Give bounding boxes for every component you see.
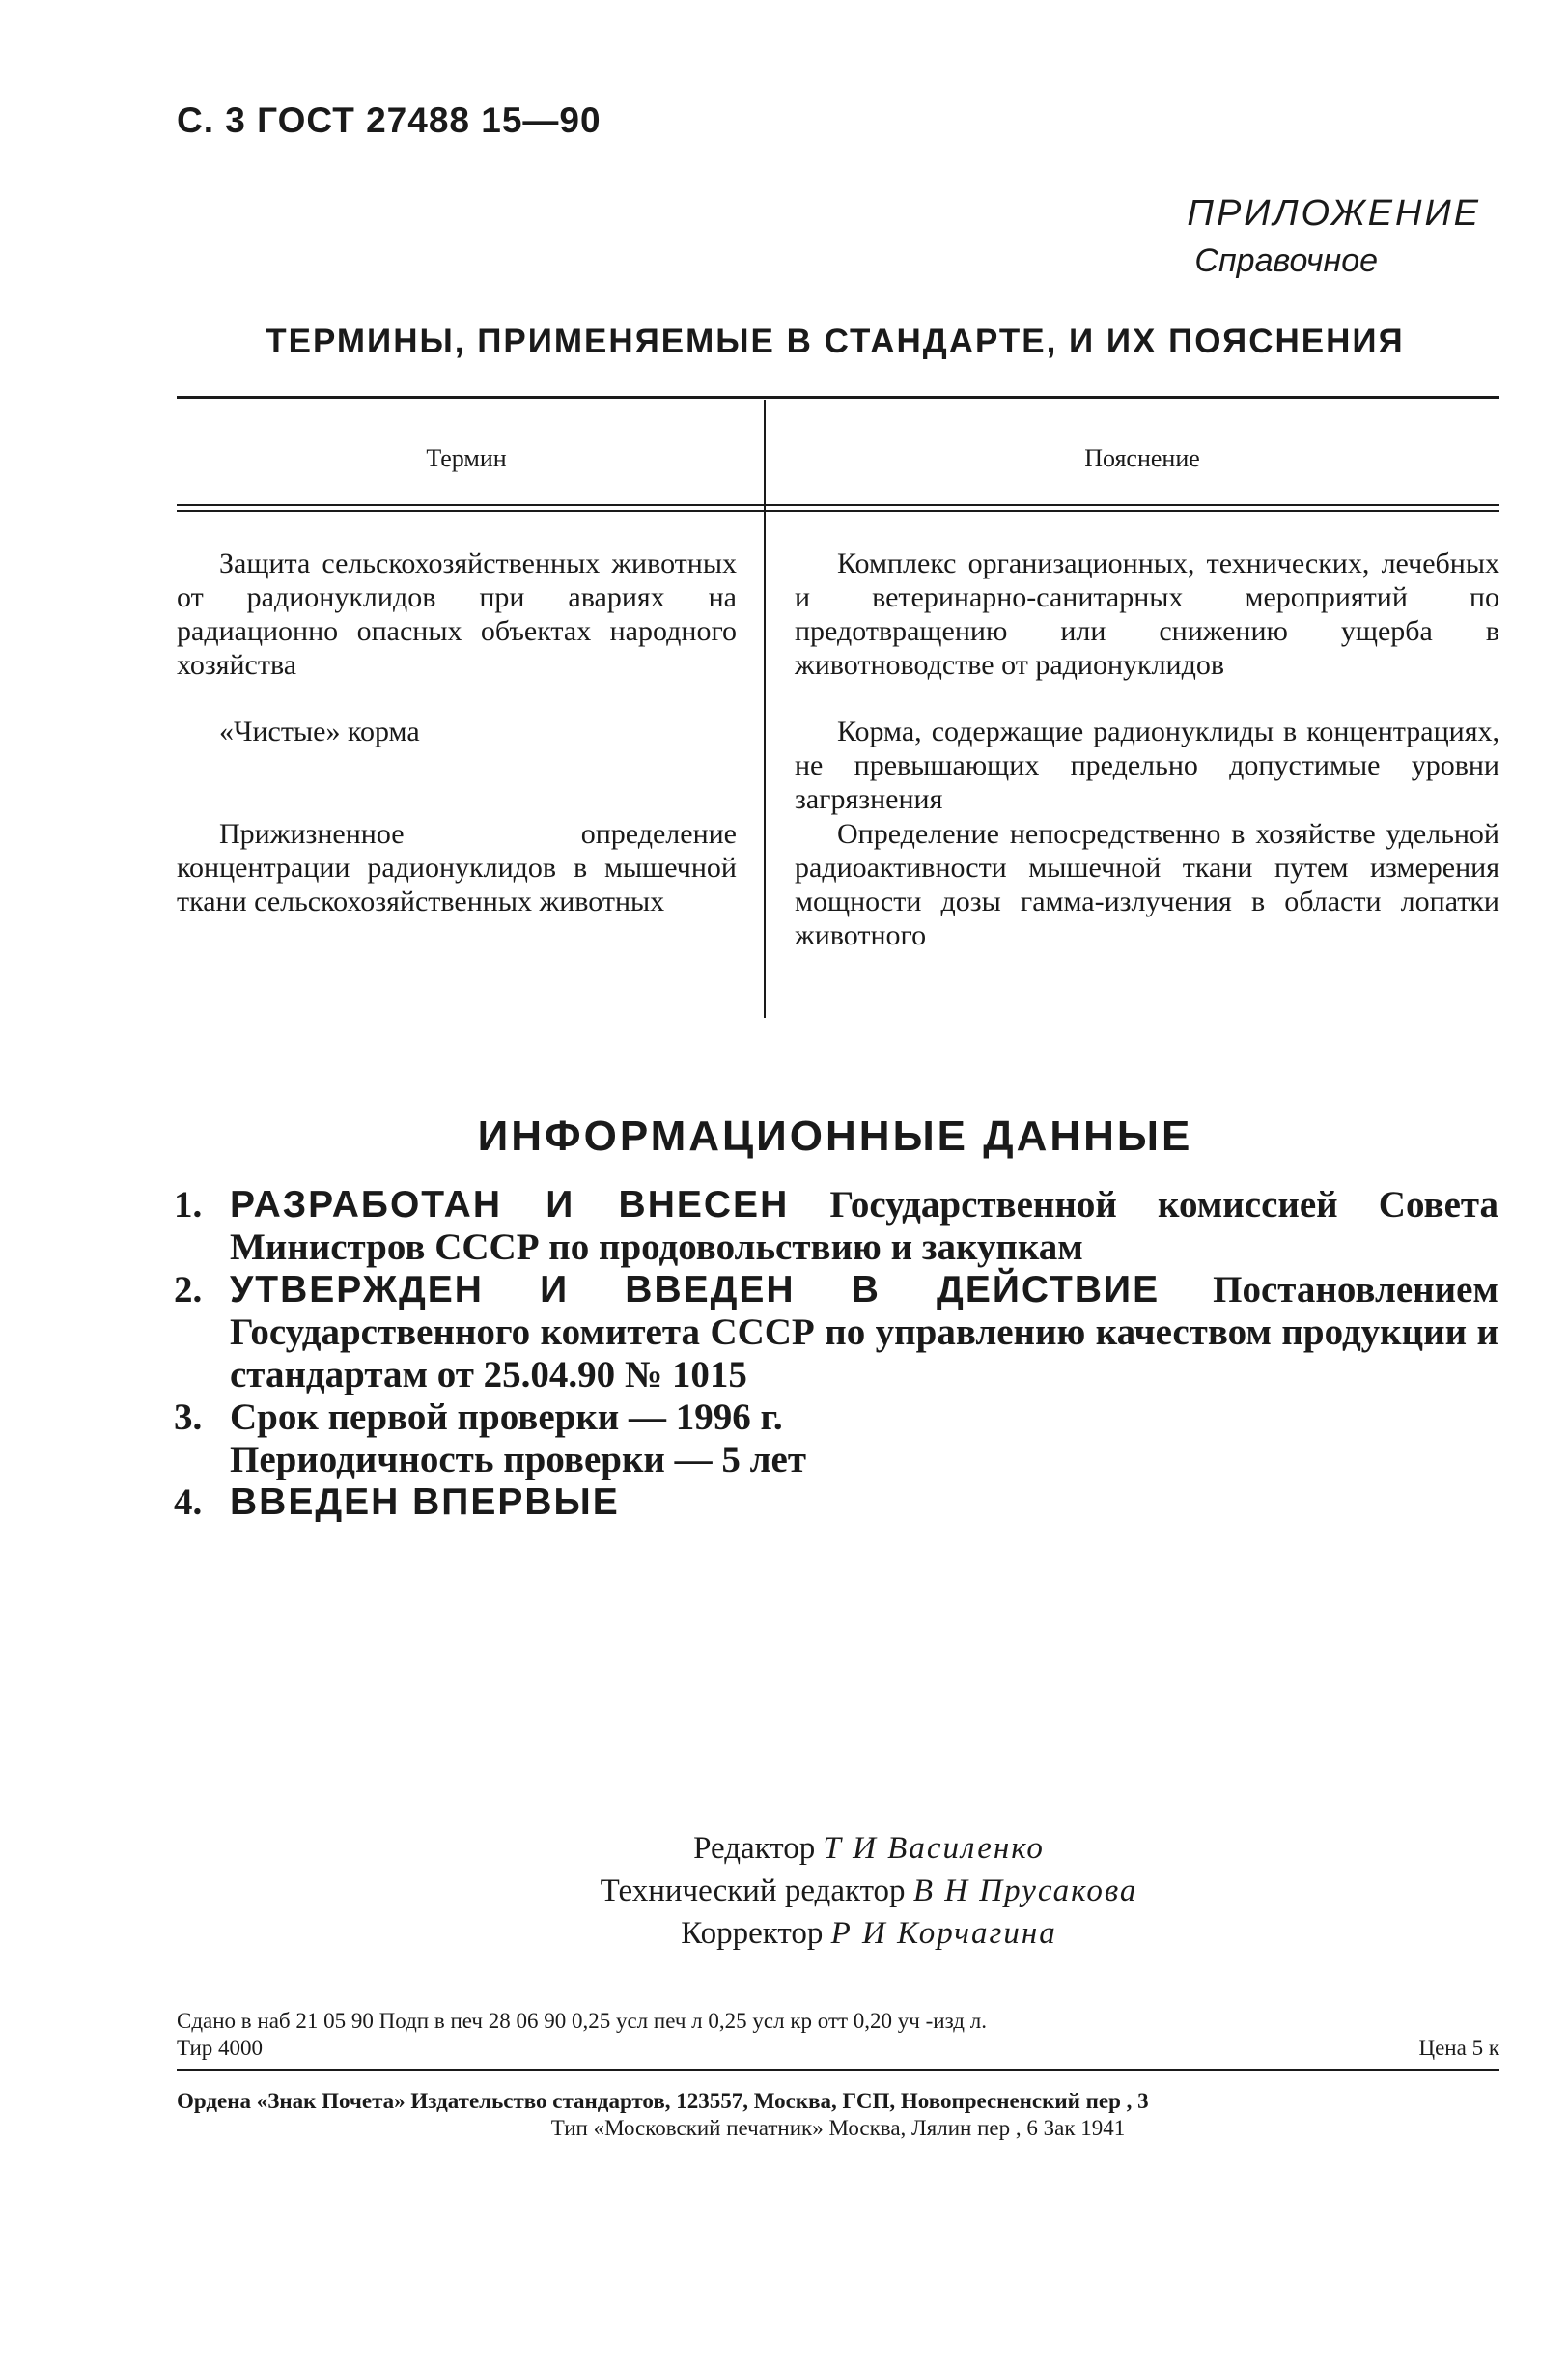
column-header-term: Термин: [426, 444, 507, 472]
info-item-text: Срок первой проверки — 1996 г.: [230, 1396, 783, 1438]
imprint-printer: Тип «Московский печатник» Москва, Лялин пер , 6 Зак 1941: [550, 2116, 1126, 2140]
staff-credits: [483, 1827, 1255, 1955]
table-row-2-term: «Чистые» корма: [219, 716, 420, 747]
table-row-2-explanation: Корма, содержащие радионуклиды в концентрациях, не превышающих предельно допустимые уровни загрязнения: [795, 716, 1499, 815]
tech-editor-line: [483, 1870, 1255, 1912]
tech-editor-name: В Н Прусакова: [912, 1874, 1138, 1908]
imprint-print-data: [177, 2008, 1499, 2062]
info-item-text: Государственной комиссией Совета Министров СССР по продовольствию и закупкам: [230, 1184, 1499, 1268]
imprint-price: Цена 5 к: [1418, 2036, 1499, 2060]
editor-name: Т И Василенко: [823, 1831, 1045, 1866]
table-top-rule: [177, 396, 1499, 399]
table-row-3-explanation: Определение непосредственно в хозяйстве удельной радиоактивности мышечной ткани путем измерения мощности дозы гамма-излучения в области лопатки животного: [795, 818, 1499, 951]
table-row-1-explanation: Комплекс организационных, технических, лечебных и ветеринарно-санитарных мероприятий по предотвращению или снижению ущерба в животноводстве от радионуклидов: [795, 548, 1499, 681]
info-item-caps: РАЗРАБОТАН И ВНЕСЕН: [230, 1184, 790, 1226]
table-row-3-term: Прижизненное определение концентрации радионуклидов в мышечной ткани сельскохозяйственных животных: [177, 818, 737, 917]
page-header: С. 3 ГОСТ 27488 15—90: [177, 100, 602, 140]
info-item-text-2: Периодичность проверки — 5 лет: [230, 1439, 806, 1480]
corrector-name: Р И Корчагина: [830, 1916, 1057, 1951]
info-item-number: 3.: [174, 1396, 203, 1438]
info-item-3: [174, 1396, 1498, 1481]
info-item-caps: ВВЕДЕН ВПЕРВЫЕ: [230, 1481, 620, 1523]
info-item-2: [174, 1269, 1498, 1396]
editor-label: Редактор: [693, 1831, 816, 1866]
editor-line: [483, 1827, 1255, 1870]
terms-table: [177, 396, 1499, 1024]
imprint-line-1: Сдано в наб 21 05 90 Подп в печ 28 06 90 0,25 усл печ л 0,25 усл кр отт 0,20 уч -изд л.: [177, 2009, 987, 2033]
info-item-number: 2.: [174, 1269, 203, 1311]
info-item-4: [174, 1481, 1498, 1524]
header-rule-1: [177, 504, 1499, 506]
imprint-tirazh: Тир 4000: [177, 2036, 264, 2060]
info-item-caps: УТВЕРЖДЕН И ВВЕДЕН В ДЕЙСТВИЕ: [230, 1269, 1161, 1311]
info-title: ИНФОРМАЦИОННЫЕ ДАННЫЕ: [477, 1113, 1193, 1160]
appendix-label: [1187, 193, 1481, 280]
imprint-publisher-block: [177, 2088, 1499, 2142]
appendix-subtitle: Справочное: [1194, 242, 1379, 279]
column-header-explanation: Пояснение: [1084, 444, 1200, 472]
info-item-number: 1.: [174, 1184, 203, 1226]
corrector-line: [483, 1912, 1255, 1955]
column-divider: [764, 400, 766, 1018]
appendix-title: ПРИЛОЖЕНИЕ: [1187, 193, 1481, 234]
table-row-1-term: Защита сельскохозяйственных животных от радионуклидов при авариях на радиационно опасных объектах народного хозяйства: [177, 548, 737, 681]
header-rule-2: [177, 510, 1499, 512]
info-item-1: [174, 1184, 1498, 1269]
imprint-rule: [177, 2069, 1499, 2071]
corrector-label: Корректор: [681, 1916, 824, 1951]
tech-editor-label: Технический редактор: [600, 1874, 906, 1908]
info-item-number: 4.: [174, 1481, 203, 1523]
terms-title: ТЕРМИНЫ, ПРИМЕНЯЕМЫЕ В СТАНДАРТЕ, И ИХ ПОЯСНЕНИЯ: [266, 323, 1405, 360]
imprint-publisher: Ордена «Знак Почета» Издательство стандартов, 123557, Москва, ГСП, Новопресненский пер , 3: [177, 2089, 1149, 2113]
info-item-text: Постановлением Государственного комитета СССР по управлению качеством продукции и стандартам от 25.04.90 № 1015: [230, 1269, 1498, 1395]
info-list: [174, 1184, 1498, 1524]
